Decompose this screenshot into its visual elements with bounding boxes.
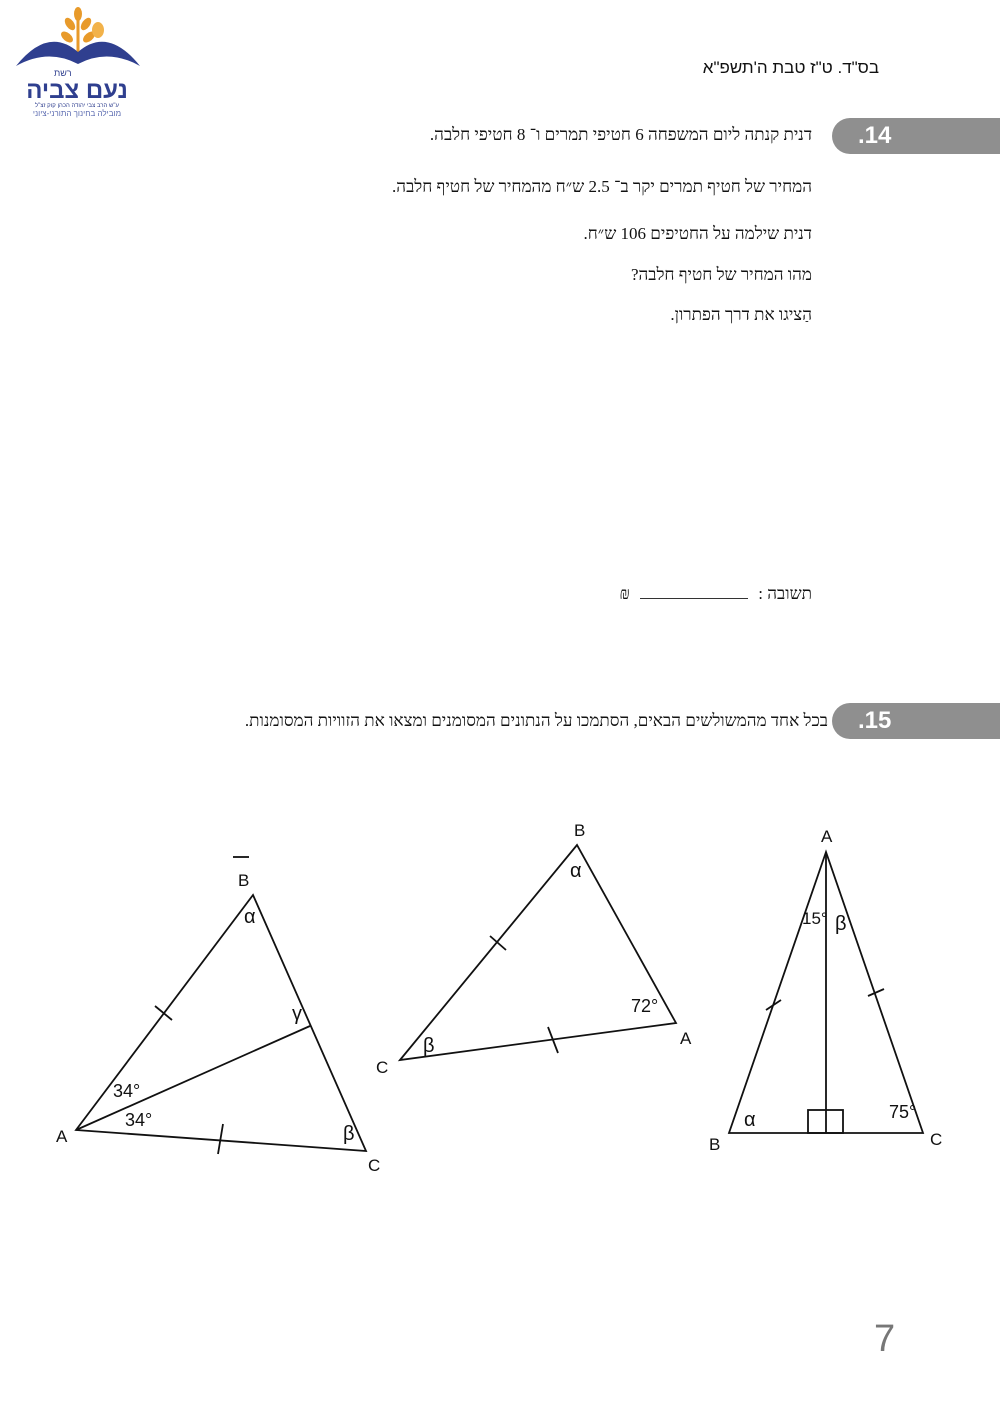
network-logo: [10, 4, 145, 119]
right-angle-15: 15°: [802, 909, 828, 928]
logo-small-label: רשת: [54, 68, 72, 78]
question-15-number: .15: [858, 707, 892, 734]
question-14-number: .14: [858, 122, 892, 149]
middle-angle-alpha: α: [570, 860, 582, 882]
right-angle-beta: β: [835, 913, 847, 935]
right-angle-alpha: α: [744, 1109, 756, 1131]
left-triangle: [76, 895, 366, 1151]
page-number: 7: [874, 1318, 896, 1360]
logo-tagline-1: ע"ש הרב צבי יהודה הכהן קוק זצ"ל: [34, 103, 120, 109]
middle-angle-72: 72°: [631, 996, 659, 1016]
logo-tagline-2: מובילה בחינוך התורני-ציוני: [32, 109, 122, 118]
answer-blank[interactable]: [640, 584, 748, 599]
answer-row: [619, 584, 812, 604]
question-15-text: בכל אחד מהמשולשים הבאים, הסתמכו על הנתונים המסומנים ומצאו את הזוויות המסומנות.: [244, 711, 828, 730]
answer-label: תשובה :: [758, 584, 812, 603]
logo-name: נעם צביה: [26, 77, 128, 104]
left-vertex-b: B: [238, 871, 250, 890]
middle-angle-beta: β: [423, 1035, 435, 1057]
tick-mark: [155, 1006, 172, 1020]
question-14-line-2: המחיר של חטיף תמרים יקר ב־ 2.5 ש״ח מהמחיר של חטיף חלבה.: [392, 177, 812, 196]
hebrew-date: בס"ד. ט"ז טבת ה'תשפ"א: [702, 58, 879, 77]
left-angle-top-34: 34°: [113, 1081, 141, 1101]
right-vertex-a: A: [821, 827, 833, 846]
right-vertex-b: B: [709, 1135, 721, 1154]
right-angle-75: 75°: [889, 1102, 917, 1122]
left-angle-alpha: α: [244, 906, 256, 928]
triangles-figure: [0, 800, 1000, 1200]
left-vertex-a: A: [56, 1127, 68, 1146]
left-triangle-bisector: [76, 1026, 310, 1130]
left-vertex-c: C: [368, 1156, 381, 1175]
question-14-line-5: הַציגו את דרך הפתרון.: [670, 305, 812, 324]
middle-triangle: [400, 845, 676, 1060]
middle-vertex-c: C: [376, 1058, 389, 1077]
middle-vertex-b: B: [574, 821, 586, 840]
left-angle-gamma: γ: [292, 1003, 302, 1025]
question-14-line-4: מהו המחיר של חטיף חלבה?: [630, 265, 812, 284]
right-vertex-c: C: [930, 1130, 943, 1149]
tick-mark: [218, 1124, 223, 1154]
middle-vertex-a: A: [680, 1029, 692, 1048]
left-angle-bottom-34: 34°: [125, 1110, 153, 1130]
left-angle-beta: β: [343, 1123, 355, 1145]
currency-symbol: ₪: [619, 584, 630, 603]
question-14-line-3: דנית שילמה על החטיפים 106 ש״ח.: [583, 224, 812, 243]
question-14-line-1: דנית קנתה ליום המשפחה 6 חטיפי תמרים ו־ 8 חטיפי חלבה.: [429, 125, 812, 144]
